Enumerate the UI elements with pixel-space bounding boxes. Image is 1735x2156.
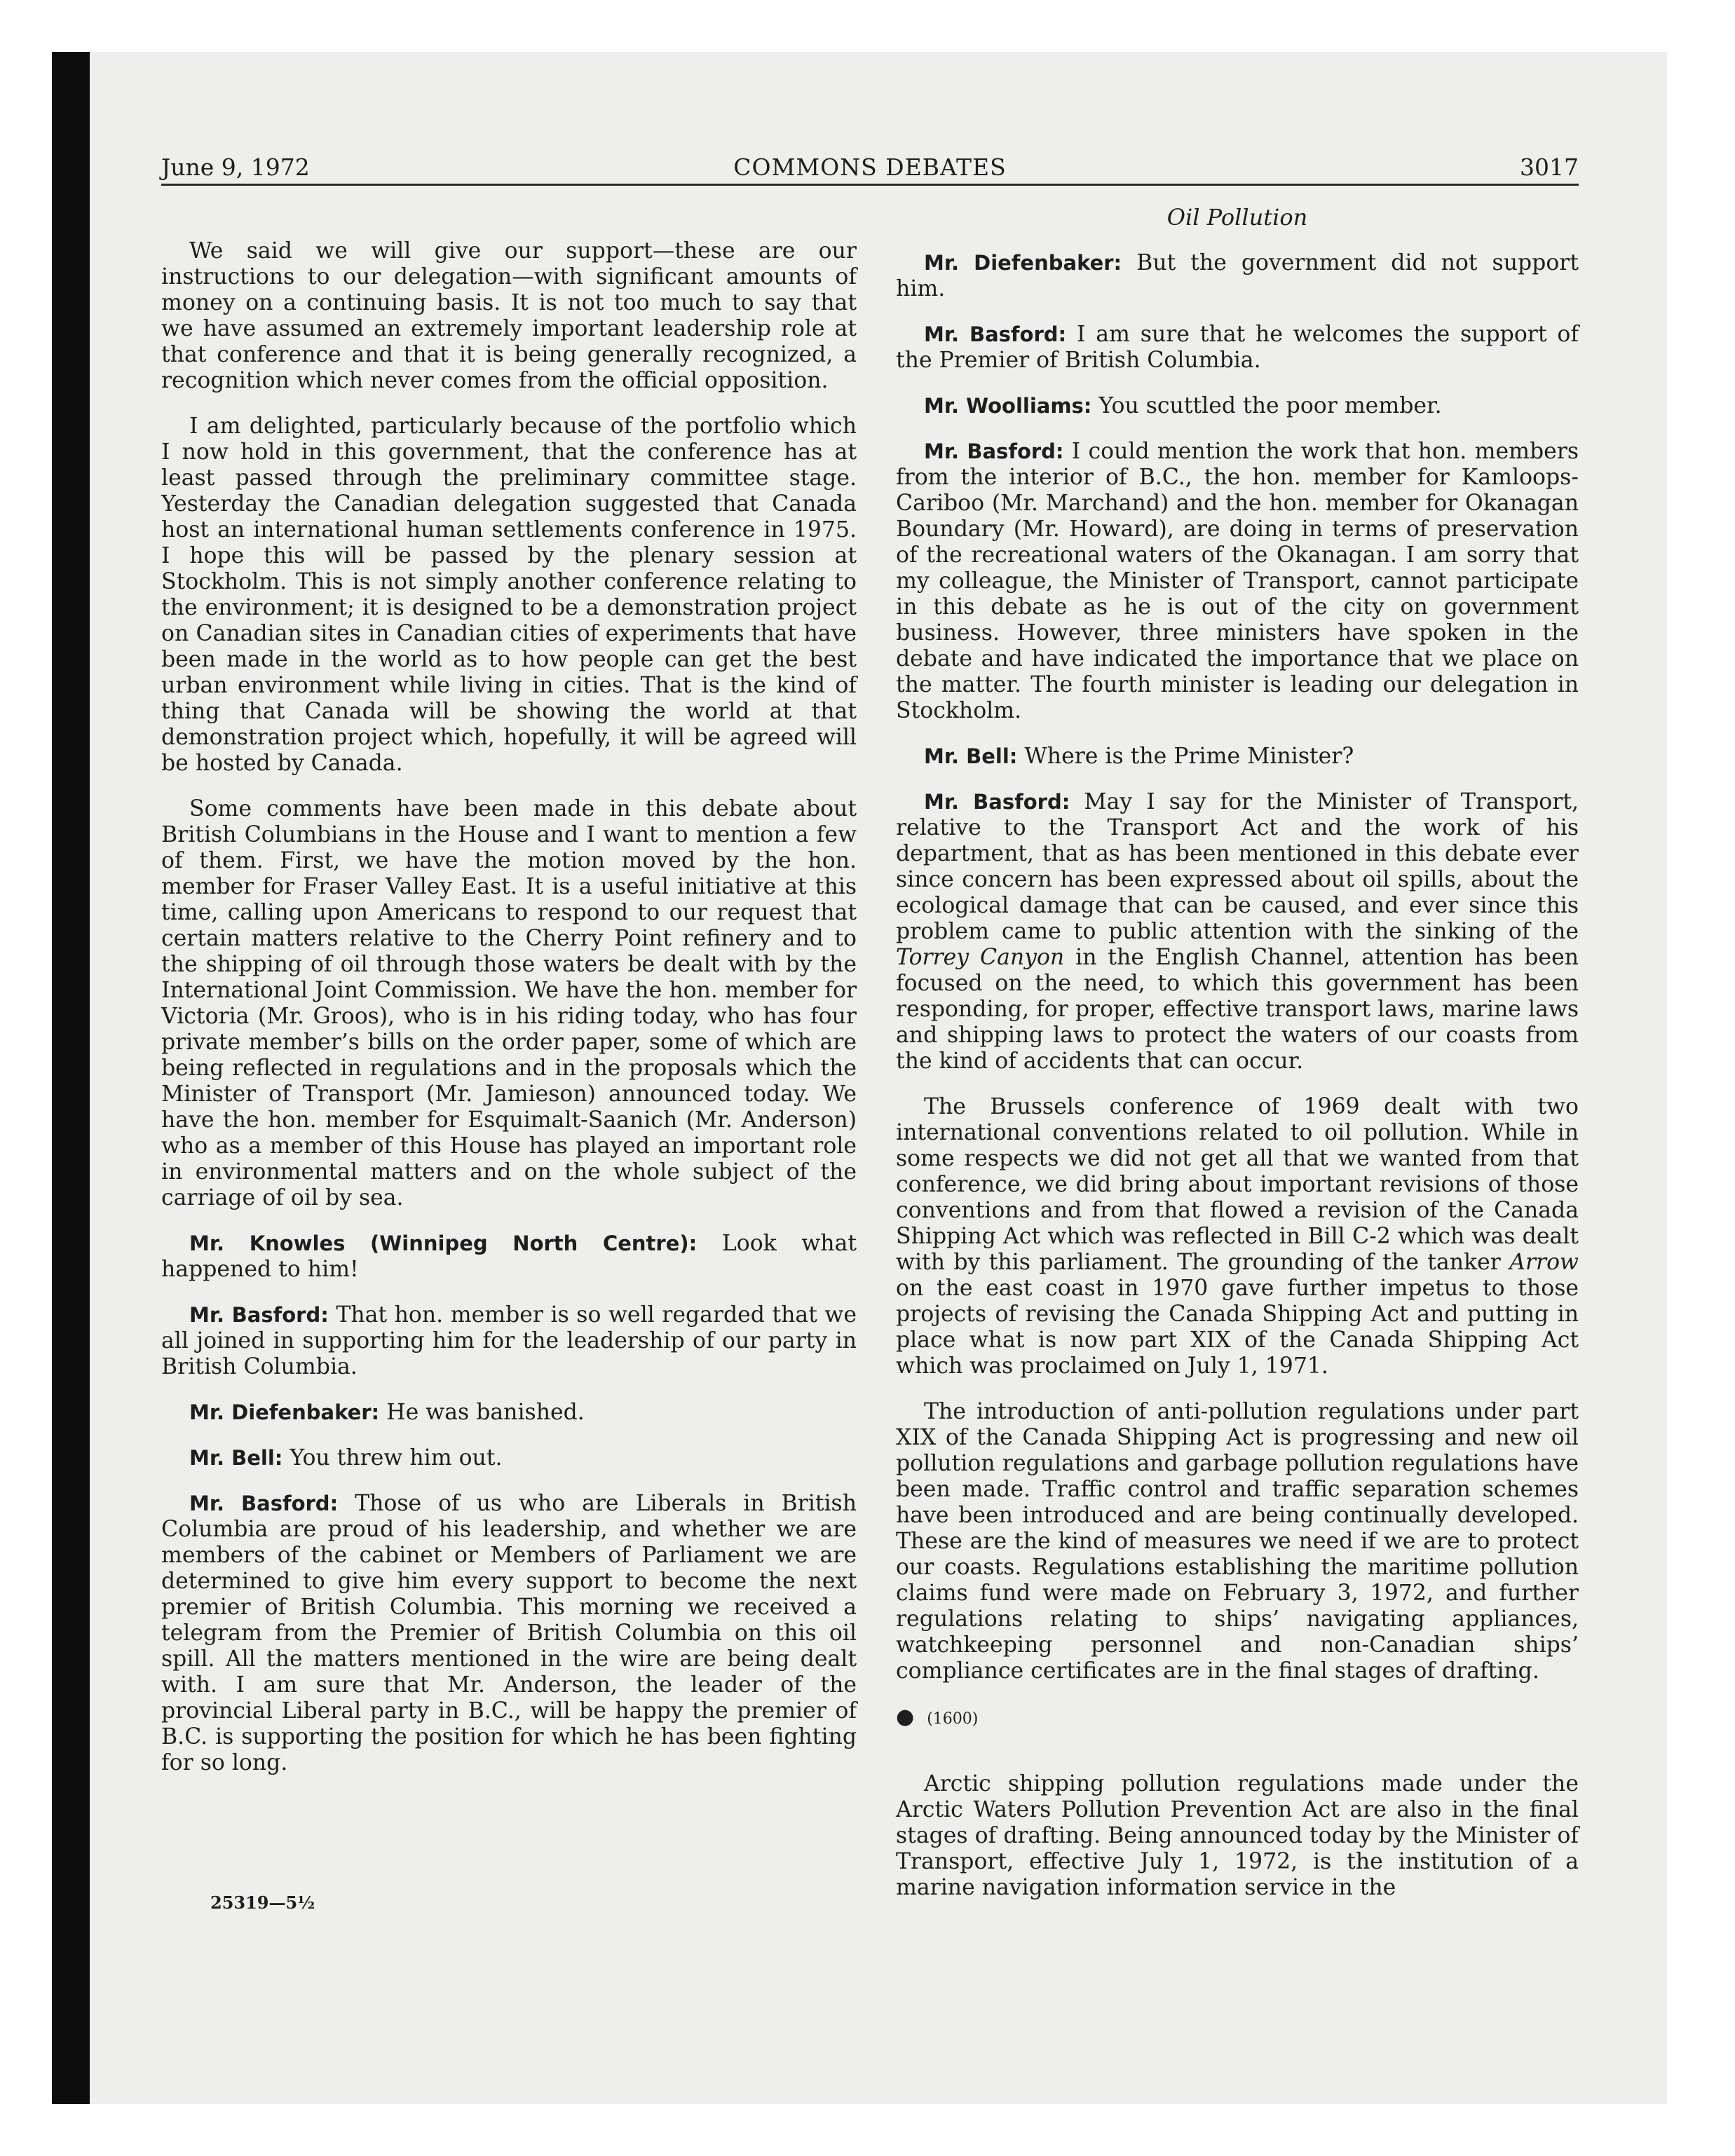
speaker-name: Mr. Bell: <box>924 744 1018 768</box>
header-date: June 9, 1972 <box>161 153 310 181</box>
speech <box>896 393 1579 419</box>
ship-name: Torrey Canyon <box>896 945 1065 970</box>
bullet-icon: ● <box>896 1705 915 1729</box>
speech-text: I am sure that he welcomes the support of the Premier of British Columbia. <box>896 322 1579 373</box>
scan-edge-bar <box>52 52 90 2104</box>
ship-name: Arrow <box>1509 1250 1579 1275</box>
left-column <box>161 238 857 1796</box>
speech-text: I could mention the work that hon. members from the interior of B.C., the hon. member for Kamloops-Cariboo (Mr. Marchand) and the hon. member for Okanagan Boundary (Mr. Howard), are doing in terms of preservation of the recreational waters of the Okanagan. I am sorry that my colleague, the Minister of Transport, cannot participate in this debate as he is out of the city on government business. However, three ministers have spoken in the debate and have indicated the importance that we place on the matter. The fourth minister is leading our delegation in Stockholm. <box>896 439 1579 723</box>
page-header <box>161 150 1579 186</box>
print-code: 25319—5½ <box>210 1892 315 1913</box>
speaker-name: Mr. Diefenbaker: <box>189 1400 380 1424</box>
speech-text: Look what happened to him! <box>161 1231 857 1282</box>
speaker-name: Mr. Basford: <box>189 1303 329 1327</box>
paragraph: Arctic shipping pollution regulations made under the Arctic Waters Pollution Prevention Act are also in the final stages of drafting. Being announced today by the Minister of Transport, effective July 1, 1972, is the institution of a marine navigation information service in the <box>896 1771 1579 1900</box>
speech <box>896 744 1579 770</box>
speech <box>161 1445 857 1471</box>
speech-text: May I say for the Minister of Transport, relative to the Transport Act and the work of his department, that as has been mentioned in this debate ever since concern has been expressed about oil spills, about the ecological damage that can be caused, and ever since this problem came to public attention with the sinking of the <box>896 789 1579 944</box>
speech-text: That hon. member is so well regarded that we all joined in supporting him for the leadership of our party in British Columbia. <box>161 1302 857 1379</box>
speech <box>896 322 1579 374</box>
time-marker-text: (1600) <box>927 1710 979 1728</box>
speaker-name: Mr. Basford: <box>924 322 1067 346</box>
speech-text: You threw him out. <box>290 1445 503 1471</box>
speaker-name: Mr. Basford: <box>924 439 1064 463</box>
speech-text: Where is the Prime Minister? <box>1024 744 1354 769</box>
speech-text: But the government did not support him. <box>896 250 1579 301</box>
right-column <box>896 205 1579 1920</box>
speech-text: Those of us who are Liberals in British Columbia are proud of his leadership, and whether we are members of the cabinet or Members of Parliament we are determined to give him every support to become the next premier of British Columbia. This morning we received a telegram from the Premier of British Columbia on this oil spill. All the matters mentioned in the wire are being dealt with. I am sure that Mr. Anderson, the leader of the provincial Liberal party in B.C., will be happy the premier of B.C. is supporting the position for which he has been fighting for so long. <box>161 1491 857 1775</box>
speech <box>161 1491 857 1776</box>
paragraph: We said we will give our support—these are our instructions to our delegation—with significant amounts of money on a continuing basis. It is not too much to say that we have assumed an extremely important leadership role at that conference and that it is being generally recognized, a recognition which never comes from the official opposition. <box>161 238 857 393</box>
speaker-name: Mr. Diefenbaker: <box>924 251 1122 275</box>
speech-text: You scuttled the poor member. <box>1098 393 1442 418</box>
header-title: COMMONS DEBATES <box>733 153 1007 181</box>
paragraph <box>896 1094 1579 1379</box>
speech <box>161 1400 857 1426</box>
header-page-number: 3017 <box>1520 153 1579 181</box>
time-marker <box>896 1704 1579 1732</box>
speech <box>896 439 1579 724</box>
speaker-name: Mr. Bell: <box>189 1446 283 1470</box>
paragraph: Some comments have been made in this debate about British Columbians in the House and I want to mention a few of them. First, we have the motion moved by the hon. member for Fraser Valley East. It is a useful initiative at this time, calling upon Americans to respond to our request that certain matters relative to the Cherry Point refinery and to the shipping of oil through those waters be dealt with by the International Joint Commission. We have the hon. member for Victoria (Mr. Groos), who is in his riding today, who has four private member’s bills on the order paper, some of which are being reflected in regulations and in the proposals which the Minister of Transport (Mr. Jamieson) announced today. We have the hon. member for Esquimalt-Saanich (Mr. Anderson) who as a member of this House has played an important role in environmental matters and on the whole subject of the carriage of oil by sea. <box>161 796 857 1210</box>
speech <box>896 250 1579 302</box>
paragraph: I am delighted, particularly because of the portfolio which I now hold in this government, that the conference has at least passed through the preliminary committee stage. Yesterday the Canadian delegation suggested that Canada host an international human settlements conference in 1975. I hope this will be passed by the plenary session at Stockholm. This is not simply another conference relating to the environment; it is designed to be a demonstration project on Canadian sites in Canadian cities of experiments that have been made in the world as to how people can get the best urban environment while living in cities. That is the kind of thing that Canada will be showing the world at that demonstration project which, hopefully, it will be agreed will be hosted by Canada. <box>161 414 857 776</box>
speech <box>161 1302 857 1380</box>
paragraph-text: on the east coast in 1970 gave further impetus to those projects of revising the Canada Shipping Act and putting in place what is now part XIX of the Canada Shipping Act which was proclaimed on July 1, 1971. <box>896 1276 1579 1379</box>
speech <box>896 789 1579 1074</box>
speech-text: He was banished. <box>386 1400 585 1425</box>
speaker-name: Mr. Basford: <box>189 1492 339 1515</box>
speaker-name: Mr. Knowles (Winnipeg North Centre): <box>189 1231 698 1255</box>
speech <box>161 1231 857 1283</box>
section-subheading: Oil Pollution <box>1166 204 1308 231</box>
speech-text: in the English Channel, attention has been focused on the need, to which this government has been responding, for proper, effective transport laws, marine laws and shipping laws to protect the waters of our coasts from the kind of accidents that can occur. <box>896 945 1579 1074</box>
paragraph-text: The Brussels conference of 1969 dealt with two international conventions related to oil pollution. While in some respects we did not get all that we wanted from that conference, we did bring about important revisions of those conventions and from that flowed a revision of the Canada Shipping Act which was reflected in Bill C-2 which was dealt with by this parliament. The grounding of the tanker <box>896 1094 1579 1275</box>
paragraph: The introduction of anti-pollution regulations under part XIX of the Canada Shipping Act is progressing and new oil pollution regulations and garbage pollution regulations have been made. Traffic control and traffic separation schemes have been introduced and are being continually developed. These are the kind of measures we need if we are to protect our coasts. Regulations establishing the maritime pollution claims fund were made on February 3, 1972, and further regulations relating to ships’ navigating appliances, watchkeeping personnel and non-Canadian ships’ compliance certificates are in the final stages of drafting. <box>896 1399 1579 1684</box>
speaker-name: Mr. Woolliams: <box>924 394 1092 418</box>
speaker-name: Mr. Basford: <box>924 790 1070 814</box>
